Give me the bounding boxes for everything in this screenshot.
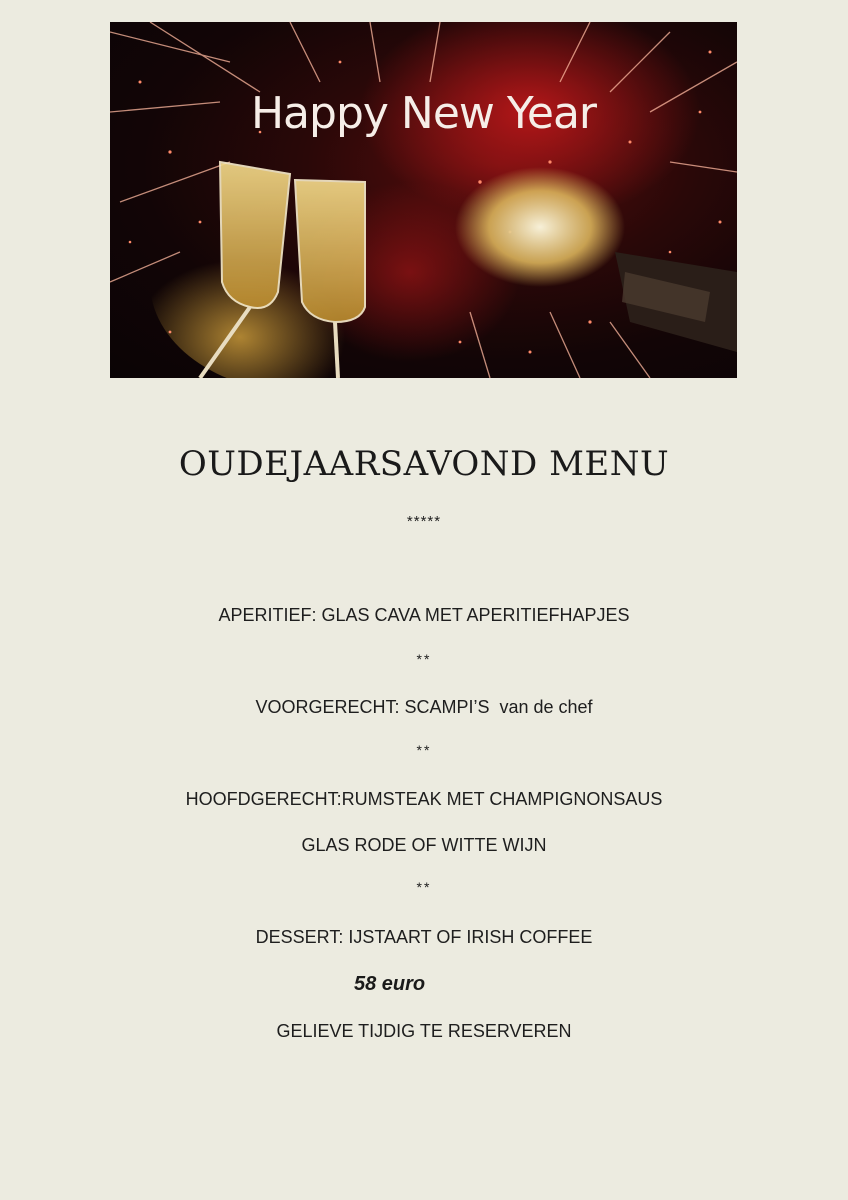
champagne-fireworks-illustration bbox=[110, 22, 737, 378]
course-separator: ** bbox=[416, 879, 432, 895]
new-year-banner-image bbox=[110, 22, 737, 378]
champagne-splash bbox=[455, 167, 625, 287]
champagne-bottle-icon bbox=[615, 252, 737, 352]
course-separator: ** bbox=[416, 742, 432, 758]
menu-item-dessert: DESSERT: IJSTAART OF IRISH COFFEE bbox=[255, 927, 593, 947]
title-separator: ***** bbox=[406, 513, 442, 530]
menu-item-voorgerecht: VOORGERECHT: SCAMPI’S van de chef bbox=[255, 697, 593, 717]
reservation-note: GELIEVE TIJDIG TE RESERVEREN bbox=[276, 1021, 572, 1041]
menu-item-hoofdgerecht: HOOFDGERECHT:RUMSTEAK MET CHAMPIGNONSAUS bbox=[185, 789, 663, 809]
course-separator: ** bbox=[416, 651, 432, 667]
menu-item-aperitief: APERITIEF: GLAS CAVA MET APERITIEFHAPJES bbox=[218, 605, 630, 625]
banner-title: Happy New Year bbox=[250, 88, 597, 139]
menu-title: OUDEJAARSAVOND MENU bbox=[178, 444, 670, 484]
menu-item-wijn: GLAS RODE OF WITTE WIJN bbox=[301, 835, 547, 855]
menu-price: 58 euro bbox=[354, 973, 426, 995]
